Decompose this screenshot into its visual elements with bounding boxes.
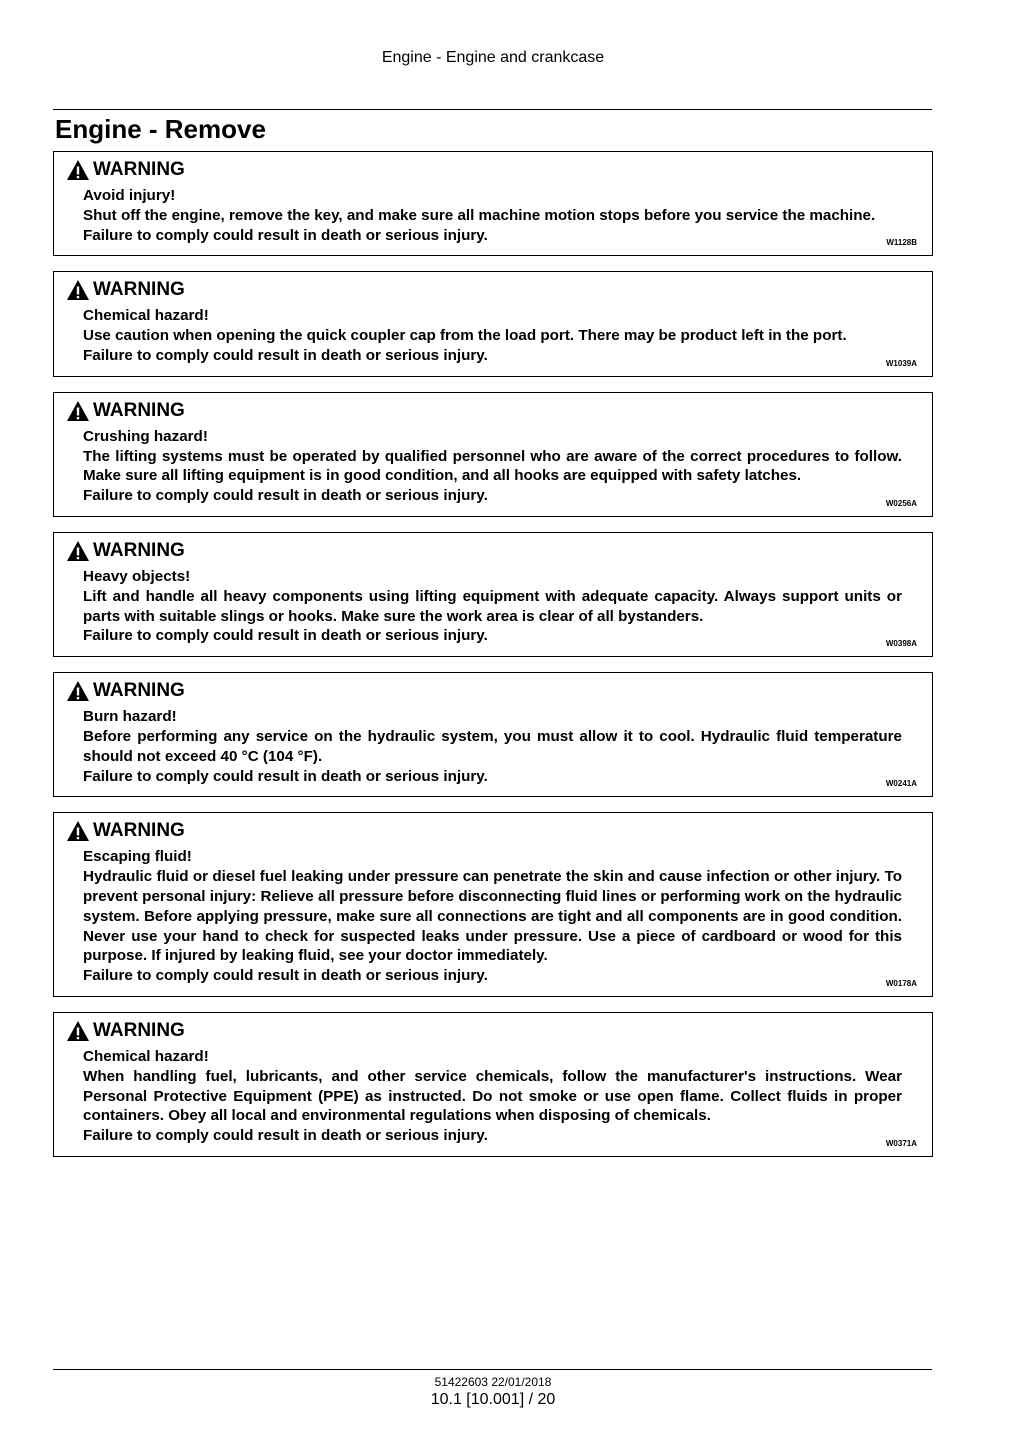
warning-instruction: Hydraulic fluid or diesel fuel leaking under pressure can penetrate the skin and cause infection or other injury. To prevent personal injury: Relieve all pressure before disconnecting fluid lines or performing work on the hydraulic system. Before applying pressure, make sure all connections are tight and all components are in good condition. Never use your hand to check for suspected leaks under pressure. Use a piece of cardboard or wood for this purpose. If injured by leaking fluid, see your doctor immediately. <box>83 868 902 965</box>
warning-code: W0398A <box>885 639 917 649</box>
warning-box <box>53 672 933 797</box>
warning-box <box>53 392 933 517</box>
warning-title: WARNING <box>93 399 185 421</box>
warning-body <box>83 847 902 986</box>
warning-hazard: Burn hazard! <box>83 708 177 726</box>
warning-code: W1039A <box>885 358 917 368</box>
footer-rule <box>53 1369 932 1370</box>
warning-triangle-icon <box>66 1020 90 1042</box>
warning-title: WARNING <box>93 279 185 301</box>
footer-page-number: 10.1 [10.001] / 20 <box>430 1391 556 1408</box>
warning-body <box>83 1047 902 1146</box>
warning-instruction: Lift and handle all heavy components using lifting equipment with adequate capacity. Always support units or parts with suitable slings or hooks. Make sure the work area is clear of all bystanders. <box>83 587 902 625</box>
warning-box <box>53 532 933 657</box>
warning-body <box>83 707 902 786</box>
warning-hazard: Crushing hazard! <box>83 427 208 445</box>
footer-doc-ref: 51422603 22/01/2018 <box>434 1375 552 1389</box>
warning-code: W0178A <box>885 978 917 988</box>
warning-body <box>83 306 902 365</box>
warning-instruction: Before performing any service on the hydraulic system, you must allow it to cool. Hydraulic fluid temperature should not exceed 40 °C (104 °F). <box>83 727 902 765</box>
warning-consequence: Failure to comply could result in death or serious injury. <box>83 967 488 985</box>
warning-title: WARNING <box>93 1019 185 1041</box>
warning-header <box>66 679 902 703</box>
warning-consequence: Failure to comply could result in death or serious injury. <box>83 226 488 244</box>
warning-triangle-icon <box>66 680 90 702</box>
warning-consequence: Failure to comply could result in death or serious injury. <box>83 487 488 505</box>
warnings-list <box>53 151 933 1172</box>
warning-hazard: Chemical hazard! <box>83 307 209 325</box>
warning-triangle-icon <box>66 279 90 301</box>
warning-hazard: Avoid injury! <box>83 187 176 204</box>
warning-body <box>83 567 902 646</box>
warning-code: W0241A <box>885 779 917 789</box>
warning-header <box>66 158 902 182</box>
header-rule <box>53 109 932 110</box>
warning-header <box>66 539 902 563</box>
warning-title: WARNING <box>93 539 185 561</box>
warning-instruction: The lifting systems must be operated by qualified personnel who are aware of the correct procedures to follow. Make sure all lifting equipment is in good condition, and all hooks are equipped with safety latches. <box>83 447 902 485</box>
warning-header <box>66 1019 902 1043</box>
warning-title: WARNING <box>93 680 185 702</box>
warning-triangle-icon <box>66 540 90 562</box>
warning-title: WARNING <box>93 820 185 842</box>
warning-consequence: Failure to comply could result in death or serious injury. <box>83 767 488 785</box>
warning-hazard: Chemical hazard! <box>83 1047 209 1065</box>
warning-hazard: Escaping fluid! <box>83 848 192 866</box>
warning-header <box>66 278 902 302</box>
warning-header <box>66 819 902 843</box>
warning-instruction: Use caution when opening the quick coupler cap from the load port. There may be product left in the port. <box>83 327 847 345</box>
warning-triangle-icon <box>66 820 90 842</box>
warning-header <box>66 399 902 423</box>
warning-box <box>53 151 933 256</box>
warning-consequence: Failure to comply could result in death or serious injury. <box>83 627 488 645</box>
warning-instruction: When handling fuel, lubricants, and other service chemicals, follow the manufacturer's instructions. Wear Personal Protective Equipment (PPE) as instructed. Do not smoke or use open flame. Collect fluids in proper containers. Obey all local and environmental regulations when disposing of chemicals. <box>83 1067 902 1125</box>
warning-consequence: Failure to comply could result in death or serious injury. <box>83 346 488 364</box>
warning-code: W1128B <box>886 238 917 248</box>
warning-hazard: Heavy objects! <box>83 567 191 585</box>
warning-instruction: Shut off the engine, remove the key, and make sure all machine motion stops before you service the machine. <box>83 206 876 224</box>
running-header: Engine - Engine and crankcase <box>381 49 605 66</box>
warning-body <box>83 186 902 245</box>
warning-code: W0371A <box>885 1138 917 1148</box>
warning-body <box>83 427 902 506</box>
warning-box <box>53 271 933 376</box>
warning-triangle-icon <box>66 159 90 181</box>
warning-consequence: Failure to comply could result in death or serious injury. <box>83 1127 488 1145</box>
page-title: Engine - Remove <box>55 114 266 144</box>
warning-code: W0256A <box>885 498 917 508</box>
warning-triangle-icon <box>66 400 90 422</box>
warning-box <box>53 812 933 997</box>
warning-title: WARNING <box>93 159 185 180</box>
warning-box <box>53 1012 933 1157</box>
